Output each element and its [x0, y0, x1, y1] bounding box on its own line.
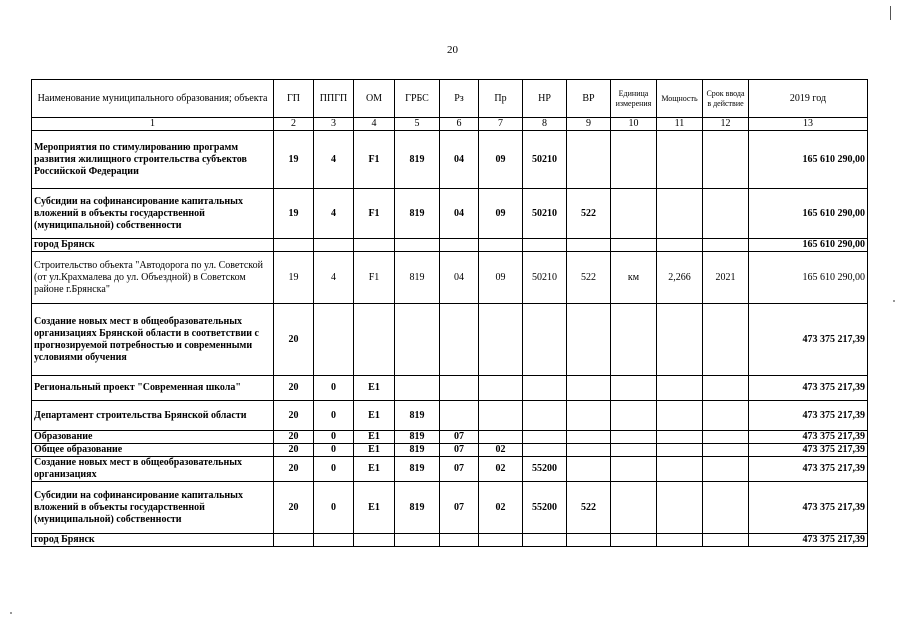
cell-pr	[479, 401, 523, 431]
cell-grbs: 819	[395, 457, 440, 482]
table-row	[32, 534, 868, 547]
cell-gp: 19	[274, 252, 314, 304]
cell-capacity	[657, 482, 703, 534]
cell-gp: 19	[274, 189, 314, 239]
cell-pr: 09	[479, 131, 523, 189]
cell-rz	[440, 239, 479, 252]
cell-amount: 473 375 217,39	[749, 482, 868, 534]
cell-amount: 473 375 217,39	[749, 401, 868, 431]
cell-name: Региональный проект "Современная школа"	[32, 376, 274, 401]
budget-table	[31, 79, 868, 547]
header-pr: Пр	[479, 80, 523, 118]
cell-unit	[611, 239, 657, 252]
column-number: 6	[440, 118, 479, 131]
column-number: 11	[657, 118, 703, 131]
header-gp: ГП	[274, 80, 314, 118]
cell-rz: 04	[440, 252, 479, 304]
cell-capacity	[657, 431, 703, 444]
cell-term	[703, 534, 749, 547]
column-number: 10	[611, 118, 657, 131]
header-term: Срок ввода в действие	[703, 80, 749, 118]
cell-vr: 522	[567, 189, 611, 239]
cell-gp: 20	[274, 457, 314, 482]
cell-rz: 07	[440, 482, 479, 534]
cell-grbs	[395, 239, 440, 252]
cell-grbs	[395, 534, 440, 547]
cell-gp: 20	[274, 431, 314, 444]
cell-name: город Брянск	[32, 239, 274, 252]
table-row	[32, 189, 868, 239]
cell-name: город Брянск	[32, 534, 274, 547]
cell-grbs: 819	[395, 189, 440, 239]
cell-term	[703, 131, 749, 189]
cell-grbs: 819	[395, 252, 440, 304]
cell-term	[703, 482, 749, 534]
cell-ppgp: 4	[314, 131, 354, 189]
cell-name: Образование	[32, 431, 274, 444]
cell-rz	[440, 376, 479, 401]
cell-name: Мероприятия по стимулированию программ развития жилищного строительства субъектов Российской Федерации	[32, 131, 274, 189]
cell-gp	[274, 239, 314, 252]
cell-amount: 473 375 217,39	[749, 457, 868, 482]
cell-pr	[479, 239, 523, 252]
column-number: 13	[749, 118, 868, 131]
cell-nr: 55200	[523, 482, 567, 534]
cell-unit	[611, 376, 657, 401]
cell-grbs: 819	[395, 431, 440, 444]
table-row	[32, 239, 868, 252]
table-row	[32, 252, 868, 304]
cell-term	[703, 189, 749, 239]
cell-rz: 07	[440, 431, 479, 444]
cell-ppgp	[314, 304, 354, 376]
cell-term	[703, 304, 749, 376]
cell-gp: 20	[274, 401, 314, 431]
cell-amount: 473 375 217,39	[749, 304, 868, 376]
cell-grbs: 819	[395, 482, 440, 534]
table-header-row	[32, 80, 868, 118]
cell-vr	[567, 401, 611, 431]
cell-om	[354, 304, 395, 376]
header-year: 2019 год	[749, 80, 868, 118]
page-number: 20	[447, 44, 458, 56]
cell-vr: 522	[567, 482, 611, 534]
cell-amount: 165 610 290,00	[749, 239, 868, 252]
cell-pr: 02	[479, 482, 523, 534]
cell-grbs	[395, 304, 440, 376]
cell-grbs	[395, 376, 440, 401]
cell-pr	[479, 534, 523, 547]
scan-speck	[893, 300, 895, 302]
column-number: 2	[274, 118, 314, 131]
table-row	[32, 304, 868, 376]
header-rz: Рз	[440, 80, 479, 118]
cell-om: F1	[354, 131, 395, 189]
column-number: 7	[479, 118, 523, 131]
column-number: 4	[354, 118, 395, 131]
cell-pr: 02	[479, 444, 523, 457]
cell-ppgp: 0	[314, 482, 354, 534]
column-number: 8	[523, 118, 567, 131]
cell-rz	[440, 534, 479, 547]
cell-gp: 19	[274, 131, 314, 189]
cell-grbs: 819	[395, 444, 440, 457]
table-row	[32, 376, 868, 401]
cell-name: Создание новых мест в общеобразовательных организациях Брянской области в соответствии с прогнозируемой потребностью и современными условиями обучения	[32, 304, 274, 376]
cell-ppgp: 0	[314, 444, 354, 457]
header-nr: НР	[523, 80, 567, 118]
column-number: 9	[567, 118, 611, 131]
cell-term	[703, 444, 749, 457]
cell-name: Общее образование	[32, 444, 274, 457]
cell-vr	[567, 239, 611, 252]
cell-unit	[611, 457, 657, 482]
cell-vr	[567, 444, 611, 457]
cell-capacity	[657, 376, 703, 401]
cell-ppgp: 0	[314, 431, 354, 444]
cell-capacity	[657, 444, 703, 457]
header-grbs: ГРБС	[395, 80, 440, 118]
table-row	[32, 131, 868, 189]
cell-vr	[567, 304, 611, 376]
cell-pr: 02	[479, 457, 523, 482]
cell-nr	[523, 376, 567, 401]
cell-ppgp	[314, 534, 354, 547]
table-row	[32, 457, 868, 482]
cell-capacity	[657, 239, 703, 252]
table-row	[32, 431, 868, 444]
cell-vr	[567, 376, 611, 401]
cell-ppgp: 0	[314, 376, 354, 401]
cell-vr	[567, 534, 611, 547]
cell-pr	[479, 431, 523, 444]
cell-om	[354, 534, 395, 547]
column-number: 1	[32, 118, 274, 131]
cell-rz: 07	[440, 457, 479, 482]
cell-unit	[611, 534, 657, 547]
cell-om: F1	[354, 189, 395, 239]
cell-capacity	[657, 189, 703, 239]
header-capacity: Мощность	[657, 80, 703, 118]
cell-ppgp	[314, 239, 354, 252]
cell-unit	[611, 304, 657, 376]
cell-capacity	[657, 534, 703, 547]
cell-amount: 165 610 290,00	[749, 131, 868, 189]
cell-gp	[274, 534, 314, 547]
cell-vr	[567, 457, 611, 482]
cell-vr	[567, 131, 611, 189]
cell-om	[354, 239, 395, 252]
cell-unit	[611, 482, 657, 534]
scan-speck	[10, 612, 12, 614]
cell-rz: 04	[440, 189, 479, 239]
cell-ppgp: 0	[314, 457, 354, 482]
cell-capacity	[657, 401, 703, 431]
column-number: 3	[314, 118, 354, 131]
cell-pr: 09	[479, 189, 523, 239]
cell-ppgp: 4	[314, 252, 354, 304]
cell-gp: 20	[274, 304, 314, 376]
cell-term	[703, 401, 749, 431]
cell-term	[703, 431, 749, 444]
cell-om: E1	[354, 401, 395, 431]
cell-term	[703, 239, 749, 252]
cell-nr	[523, 239, 567, 252]
cell-nr	[523, 534, 567, 547]
cell-om: E1	[354, 457, 395, 482]
cell-amount: 165 610 290,00	[749, 252, 868, 304]
cell-name: Департамент строительства Брянской области	[32, 401, 274, 431]
column-number-row	[32, 118, 868, 131]
cell-rz	[440, 304, 479, 376]
cell-nr	[523, 431, 567, 444]
cell-vr: 522	[567, 252, 611, 304]
cell-amount: 473 375 217,39	[749, 431, 868, 444]
column-number: 12	[703, 118, 749, 131]
cell-unit	[611, 401, 657, 431]
cell-term: 2021	[703, 252, 749, 304]
cell-nr	[523, 444, 567, 457]
table-row	[32, 482, 868, 534]
cell-nr: 50210	[523, 189, 567, 239]
cell-capacity	[657, 457, 703, 482]
cell-term	[703, 376, 749, 401]
cell-name: Создание новых мест в общеобразовательных организациях	[32, 457, 274, 482]
cell-capacity: 2,266	[657, 252, 703, 304]
cell-rz: 07	[440, 444, 479, 457]
cell-capacity	[657, 304, 703, 376]
header-unit: Единица измерения	[611, 80, 657, 118]
cell-amount: 165 610 290,00	[749, 189, 868, 239]
cell-om: F1	[354, 252, 395, 304]
cell-om: E1	[354, 431, 395, 444]
scan-mark	[890, 6, 891, 20]
cell-term	[703, 457, 749, 482]
cell-unit	[611, 131, 657, 189]
header-vr: ВР	[567, 80, 611, 118]
column-number: 5	[395, 118, 440, 131]
cell-amount: 473 375 217,39	[749, 534, 868, 547]
cell-unit	[611, 444, 657, 457]
cell-pr	[479, 376, 523, 401]
cell-amount: 473 375 217,39	[749, 376, 868, 401]
cell-unit	[611, 431, 657, 444]
cell-nr: 50210	[523, 252, 567, 304]
cell-rz	[440, 401, 479, 431]
cell-om: E1	[354, 482, 395, 534]
cell-nr: 55200	[523, 457, 567, 482]
cell-nr	[523, 401, 567, 431]
header-name: Наименование муниципального образования; объекта	[32, 80, 274, 118]
cell-gp: 20	[274, 482, 314, 534]
cell-rz: 04	[440, 131, 479, 189]
cell-ppgp: 0	[314, 401, 354, 431]
cell-gp: 20	[274, 444, 314, 457]
cell-name: Субсидии на софинансирование капитальных вложений в объекты государственной (муниципальной) собственности	[32, 189, 274, 239]
cell-nr: 50210	[523, 131, 567, 189]
cell-om: E1	[354, 376, 395, 401]
cell-capacity	[657, 131, 703, 189]
cell-vr	[567, 431, 611, 444]
cell-name: Субсидии на софинансирование капитальных вложений в объекты государственной (муниципальной) собственности	[32, 482, 274, 534]
cell-unit: км	[611, 252, 657, 304]
header-ppgp: ППГП	[314, 80, 354, 118]
header-om: ОМ	[354, 80, 395, 118]
cell-ppgp: 4	[314, 189, 354, 239]
cell-gp: 20	[274, 376, 314, 401]
table-row	[32, 444, 868, 457]
cell-grbs: 819	[395, 131, 440, 189]
cell-nr	[523, 304, 567, 376]
cell-pr	[479, 304, 523, 376]
cell-om: E1	[354, 444, 395, 457]
cell-name: Строительство объекта "Автодорога по ул. Советской (от ул.Крахмалева до ул. Объездной) в Советском районе г.Брянска"	[32, 252, 274, 304]
cell-amount: 473 375 217,39	[749, 444, 868, 457]
cell-unit	[611, 189, 657, 239]
cell-grbs: 819	[395, 401, 440, 431]
table-row	[32, 401, 868, 431]
cell-pr: 09	[479, 252, 523, 304]
